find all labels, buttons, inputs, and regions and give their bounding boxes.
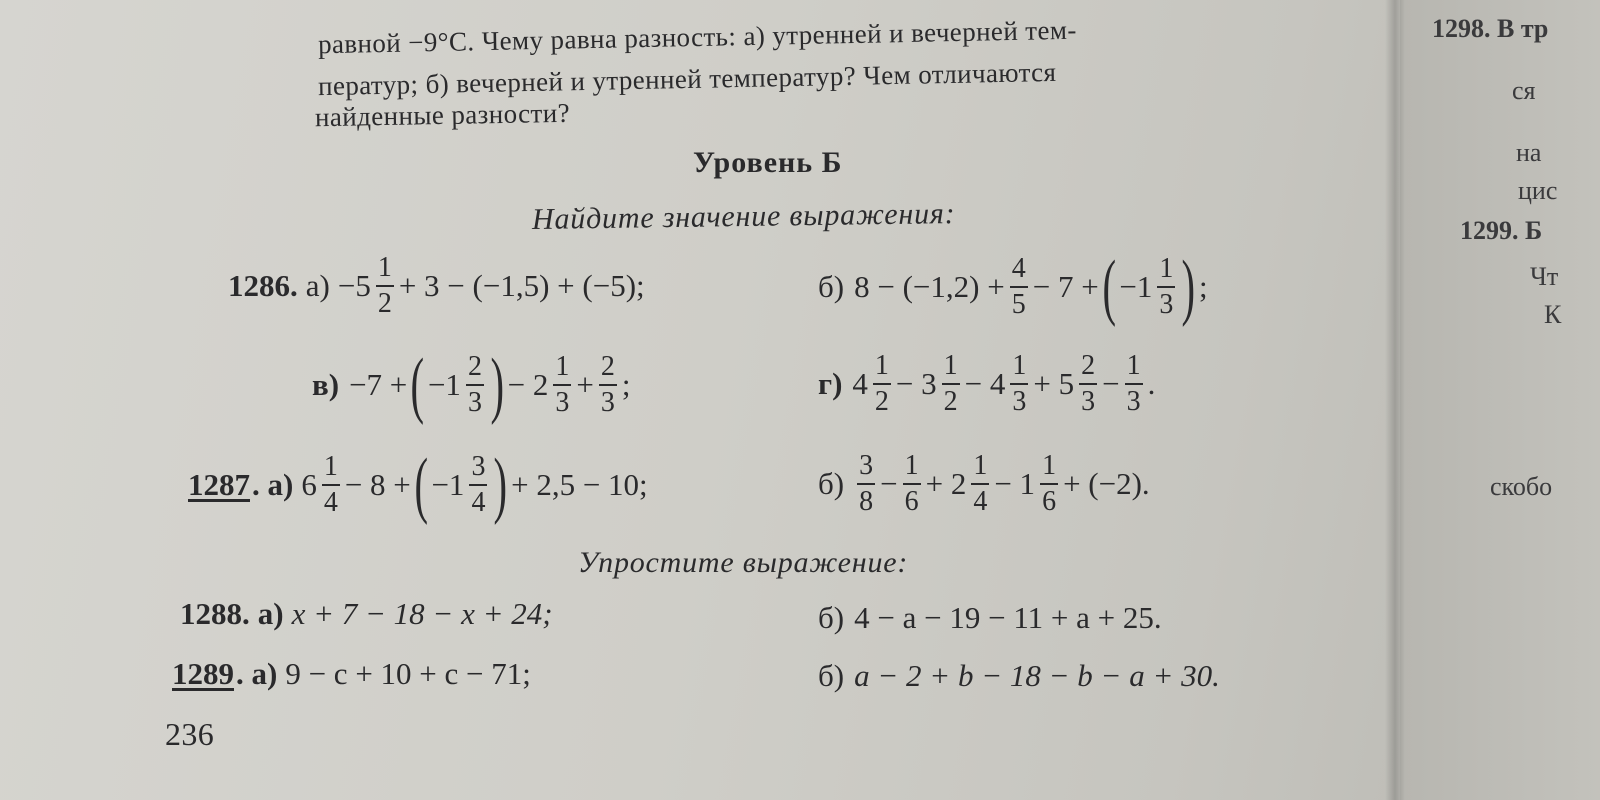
denominator: 3 [600, 387, 615, 418]
facing-page-text: скобо [1490, 472, 1553, 501]
fraction [599, 353, 617, 417]
fraction [1157, 255, 1175, 319]
denominator: 3 [467, 387, 482, 418]
instruction-simplify: Упростите выражение: [578, 546, 909, 579]
term: + 2 [925, 466, 967, 501]
item-label: . а) [236, 656, 278, 691]
item-label: б) [818, 600, 845, 635]
left-paren: ( [414, 444, 428, 526]
fraction [903, 452, 921, 516]
level-heading: Уровень Б [693, 146, 843, 179]
facing-page-text: 1299. Б [1460, 216, 1543, 245]
problem-number: 1289 [172, 656, 234, 691]
fraction [322, 453, 340, 517]
term: ; [1198, 269, 1208, 304]
numerator: 1 [376, 254, 394, 287]
intro-line-2: ператур; б) вечерней и утренней температур? Чем отличаются [317, 56, 1057, 102]
item-label: б) [818, 466, 845, 501]
term: 8 − (−1,2) + [854, 269, 1005, 304]
term: + 2,5 − 10; [511, 467, 648, 502]
problem-number: 1286. [228, 268, 298, 303]
numerator: 4 [1010, 255, 1028, 288]
item-label: б) [818, 269, 845, 304]
problem-1289-a [172, 656, 531, 692]
denominator: 4 [973, 486, 988, 517]
problem-number: 1287 [188, 467, 250, 502]
left-paren: ( [1102, 246, 1116, 328]
problem-1289-b [818, 658, 1220, 694]
problem-1286-g [818, 352, 1155, 416]
page-gutter [1385, 0, 1405, 800]
term: ; [621, 367, 631, 402]
numerator: 1 [903, 452, 921, 485]
fraction [942, 352, 960, 416]
item-label: б) [818, 658, 845, 693]
term: − [880, 466, 898, 501]
denominator: 3 [1159, 289, 1174, 320]
fraction [1010, 255, 1028, 319]
denominator: 6 [1042, 486, 1057, 517]
numerator: 1 [942, 352, 960, 385]
problem-1288-b [818, 600, 1162, 636]
term: − 1 [994, 466, 1036, 501]
problem-1287-b [818, 452, 1150, 516]
denominator: 3 [1012, 386, 1027, 417]
facing-page [1400, 0, 1600, 800]
term: − 8 + [344, 467, 411, 502]
expression: 4 − a − 19 − 11 + a + 25. [854, 600, 1162, 635]
right-paren: ) [1181, 246, 1196, 328]
term: . [1147, 366, 1156, 401]
facing-page-text: цис [1518, 176, 1558, 205]
denominator: 2 [377, 288, 392, 319]
fraction [1010, 352, 1028, 416]
fraction [873, 352, 891, 416]
numerator: 3 [469, 453, 487, 486]
fraction [466, 353, 484, 417]
term: 4 [852, 366, 868, 401]
term: − 2 [507, 367, 549, 402]
page-number: 236 [165, 716, 215, 752]
fraction [857, 452, 875, 516]
instruction-find: Найдите значение выражения: [531, 197, 956, 236]
numerator: 1 [873, 352, 891, 385]
intro-line-1: равной −9°С. Чему равна разность: а) утренней и вечерней тем- [317, 14, 1078, 60]
numerator: 1 [1040, 452, 1058, 485]
denominator: 3 [1126, 386, 1141, 417]
term: + (−2). [1063, 466, 1150, 501]
term: + 3 − (−1,5) + (−5); [398, 268, 645, 303]
facing-page-text: на [1516, 138, 1542, 167]
term: + 5 [1033, 366, 1075, 401]
intro-line-3: найденные разности? [314, 97, 571, 133]
right-paren: ) [493, 444, 508, 526]
problem-1287-a [188, 444, 648, 526]
fraction [1079, 352, 1097, 416]
term: −7 + [349, 367, 408, 402]
numerator: 3 [857, 452, 875, 485]
problem-1286-b [818, 246, 1208, 328]
problem-1286-a [228, 254, 645, 318]
numerator: 1 [1010, 352, 1028, 385]
fraction [1040, 452, 1058, 516]
fraction [971, 452, 989, 516]
numerator: 1 [971, 452, 989, 485]
item-label: а) [305, 268, 330, 303]
denominator: 6 [904, 486, 919, 517]
term: − [1102, 366, 1120, 401]
problem-1286-v [312, 344, 631, 426]
fraction [376, 254, 394, 318]
fraction [553, 353, 571, 417]
term: −1 [427, 367, 461, 402]
expression: x + 7 − 18 − x + 24; [291, 596, 553, 631]
denominator: 3 [555, 387, 570, 418]
expression: a − 2 + b − 18 − b − a + 30. [854, 658, 1220, 693]
item-label: г) [818, 366, 843, 401]
fraction [1125, 352, 1143, 416]
numerator: 1 [1125, 352, 1143, 385]
numerator: 1 [1157, 255, 1175, 288]
term: −5 [337, 268, 371, 303]
term: + [576, 367, 594, 402]
term: 6 [301, 467, 317, 502]
term: −1 [431, 467, 465, 502]
right-paren: ) [490, 344, 505, 426]
facing-page-text: ся [1512, 76, 1536, 105]
fraction [469, 453, 487, 517]
numerator: 1 [553, 353, 571, 386]
facing-page-text: Чт [1530, 262, 1559, 291]
numerator: 2 [1079, 352, 1097, 385]
denominator: 5 [1011, 289, 1026, 320]
term: − 3 [895, 366, 937, 401]
numerator: 1 [322, 453, 340, 486]
problem-1288-a [180, 596, 553, 632]
denominator: 2 [943, 386, 958, 417]
item-label: . а) [252, 467, 294, 502]
item-label: в) [312, 367, 340, 402]
term: −1 [1119, 269, 1153, 304]
left-paren: ( [410, 344, 425, 426]
item-label: а) [257, 596, 284, 631]
expression: 9 − c + 10 + c − 71; [285, 656, 531, 691]
denominator: 8 [859, 486, 874, 517]
term: − 4 [964, 366, 1006, 401]
numerator: 2 [599, 353, 617, 386]
facing-page-text: К [1544, 300, 1562, 329]
denominator: 3 [1081, 386, 1096, 417]
facing-page-text: 1298. В тр [1432, 14, 1549, 43]
denominator: 4 [323, 487, 338, 518]
denominator: 2 [874, 386, 889, 417]
term: − 7 + [1032, 269, 1099, 304]
problem-number: 1288. [180, 596, 250, 631]
denominator: 4 [471, 487, 486, 518]
numerator: 2 [466, 353, 484, 386]
